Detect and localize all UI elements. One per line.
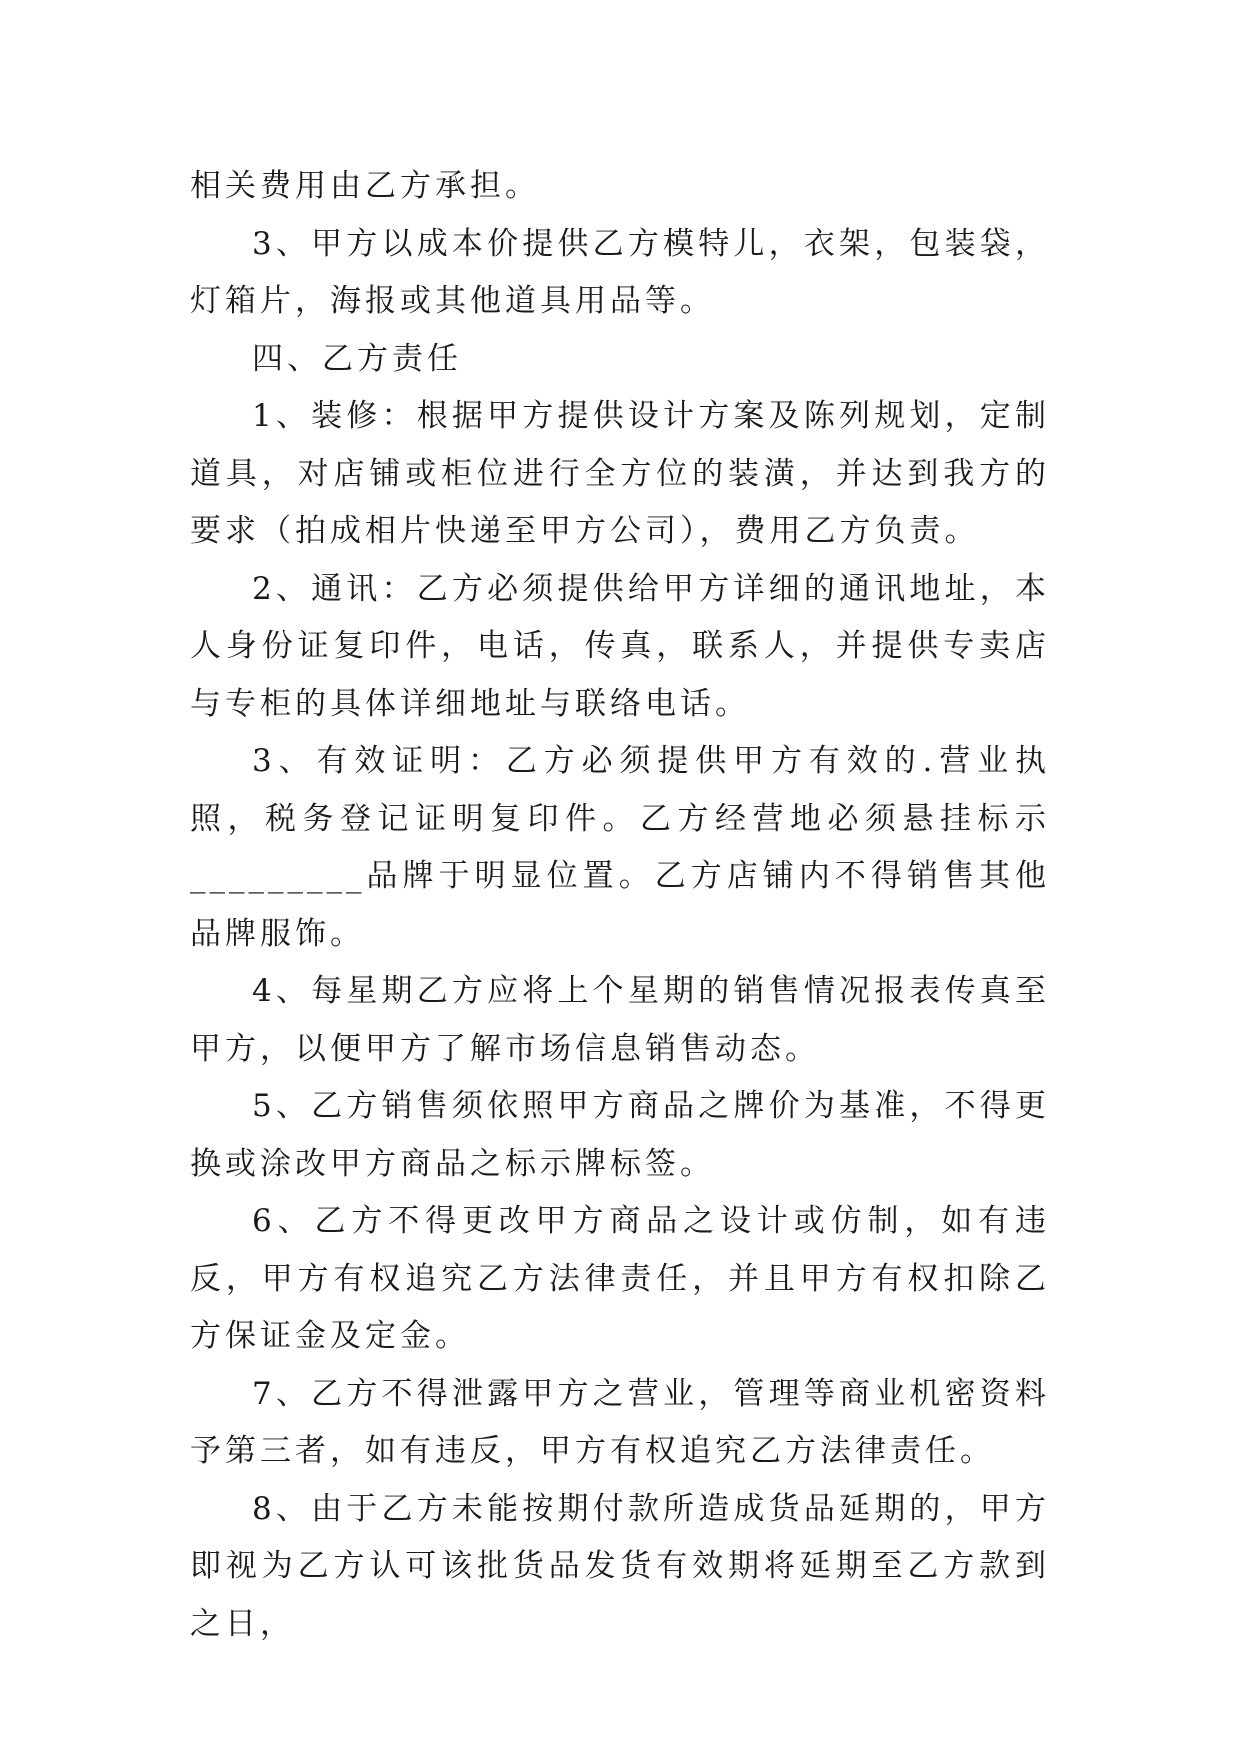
paragraph-clause-1-decoration: 1、装修：根据甲方提供设计方案及陈列规划，定制道具，对店铺或柜位进行全方位的装潢，并达到我方的要求（拍成相片快递至甲方公司），费用乙方负责。 [190,398,1050,549]
paragraph-continuation: 相关费用由乙方承担。 [190,168,540,204]
paragraph-clause-7-confidentiality: 7、乙方不得泄露甲方之营业，管理等商业机密资料予第三者，如有违反，甲方有权追究乙方法律责任。 [190,1375,1050,1469]
section-heading-party-b-duties: 四、乙方责任 [252,340,462,377]
document-body [190,158,1050,1653]
paragraph-clause-4-weekly-report: 4、每星期乙方应将上个星期的销售情况报表传真至甲方，以便甲方了解市场信息销售动态。 [190,973,1050,1067]
paragraph-clause-8-payment: 8、由于乙方未能按期付款所造成货品延期的，甲方即视为乙方认可该批货品发货有效期将延期至乙方款到之日， [190,1490,1050,1642]
paragraph-clause-5-pricing: 5、乙方销售须依照甲方商品之牌价为基准，不得更换或涂改甲方商品之标示牌标签。 [190,1088,1050,1182]
paragraph-clause-3-supplies: 3、甲方以成本价提供乙方模特儿，衣架，包装袋，灯箱片，海报或其他道具用品等。 [190,225,1050,319]
paragraph-clause-6-design: 6、乙方不得更改甲方商品之设计或仿制，如有违反，甲方有权追究乙方法律责任，并且甲方有权扣除乙方保证金及定金。 [190,1203,1050,1354]
paragraph-clause-2-communication: 2、通讯：乙方必须提供给甲方详细的通讯地址，本人身份证复印件，电话，传真，联系人，并提供专卖店与专柜的具体详细地址与联络电话。 [190,570,1050,722]
paragraph-clause-3-certificates: 3、有效证明：乙方必须提供甲方有效的.营业执照，税务登记证明复印件。乙方经营地必须悬挂标示_________品牌于明显位置。乙方店铺内不得销售其他品牌服饰。 [190,743,1050,952]
